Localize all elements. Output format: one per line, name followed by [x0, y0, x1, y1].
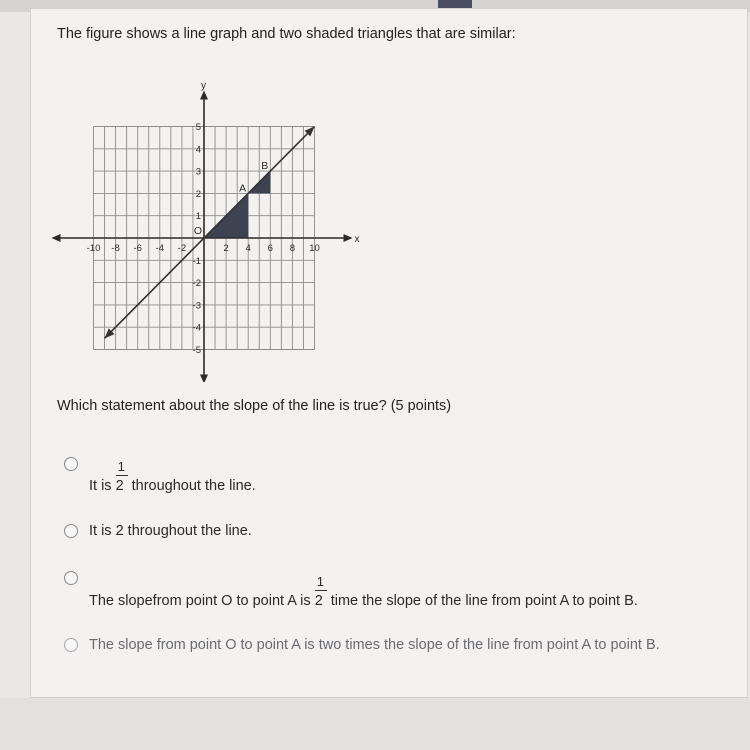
fraction-bar	[116, 475, 128, 476]
y-tick-label: 2	[195, 188, 201, 200]
y-tick-label: 5	[195, 122, 201, 133]
option-1-radio[interactable]	[64, 457, 78, 471]
x-axis-arrow-left	[52, 234, 61, 242]
point-label-a: A	[239, 182, 247, 195]
y-tick-label: -1	[192, 255, 201, 267]
option-3-denominator: 2	[314, 593, 323, 609]
x-tick-label: 6	[267, 243, 273, 254]
option-4-radio[interactable]	[64, 638, 78, 652]
x-tick-label: -6	[133, 243, 142, 254]
footer-area	[0, 698, 750, 750]
x-axis-label: x	[354, 234, 360, 245]
y-axis-arrow-up	[200, 91, 208, 100]
point-label-o: O	[193, 225, 202, 237]
option-1-before: It is	[89, 478, 112, 494]
option-1-denominator: 2	[115, 478, 124, 494]
line-graph	[50, 62, 370, 382]
option-1-text	[89, 459, 256, 494]
x-tick-label: 2	[223, 243, 229, 254]
option-3-before: The slopefrom point O to point A is	[89, 593, 311, 609]
option-2-text: It is 2 throughout the line.	[89, 523, 252, 539]
point-label-b: B	[261, 160, 269, 173]
option-1-numerator: 1	[117, 459, 125, 474]
y-tick-label: -3	[192, 300, 201, 312]
y-tick-label: -4	[192, 322, 201, 334]
option-3-numerator: 1	[316, 574, 324, 589]
option-3-fraction	[314, 574, 327, 609]
option-4-text: The slope from point O to point A is two times the slope of the line from point A to point B.	[89, 637, 660, 653]
option-1-fraction	[115, 459, 128, 494]
option-1-after: throughout the line.	[131, 478, 256, 494]
x-tick-label: -4	[155, 243, 165, 254]
option-3-radio[interactable]	[64, 571, 78, 585]
y-axis-label: y	[201, 80, 206, 92]
x-tick-label: 4	[245, 243, 251, 254]
series-line-1	[105, 127, 315, 339]
option-3-text	[89, 574, 638, 609]
line-series	[105, 127, 315, 339]
x-tick-label: -2	[177, 243, 187, 254]
option-3-after: time the slope of the line from point A to point B.	[330, 593, 638, 609]
y-tick-label: 1	[195, 211, 201, 223]
x-tick-label: 8	[289, 243, 296, 254]
x-tick-label: -8	[111, 243, 120, 254]
y-axis-arrow-down	[200, 375, 208, 383]
question-prompt: Which statement about the slope of the line is true? (5 points)	[57, 398, 452, 414]
x-axis-arrow-right	[344, 234, 353, 242]
y-tick-label: -2	[192, 278, 201, 290]
question-text: The figure shows a line graph and two shaded triangles that are similar:	[57, 26, 516, 42]
y-tick-label: 4	[195, 144, 201, 156]
x-tick-label: 10	[309, 243, 320, 254]
fraction-bar	[315, 590, 327, 591]
x-tick-label: -10	[86, 243, 101, 254]
y-tick-label: 3	[195, 166, 201, 178]
y-tick-label: -5	[192, 345, 201, 356]
option-2-radio[interactable]	[64, 524, 78, 538]
